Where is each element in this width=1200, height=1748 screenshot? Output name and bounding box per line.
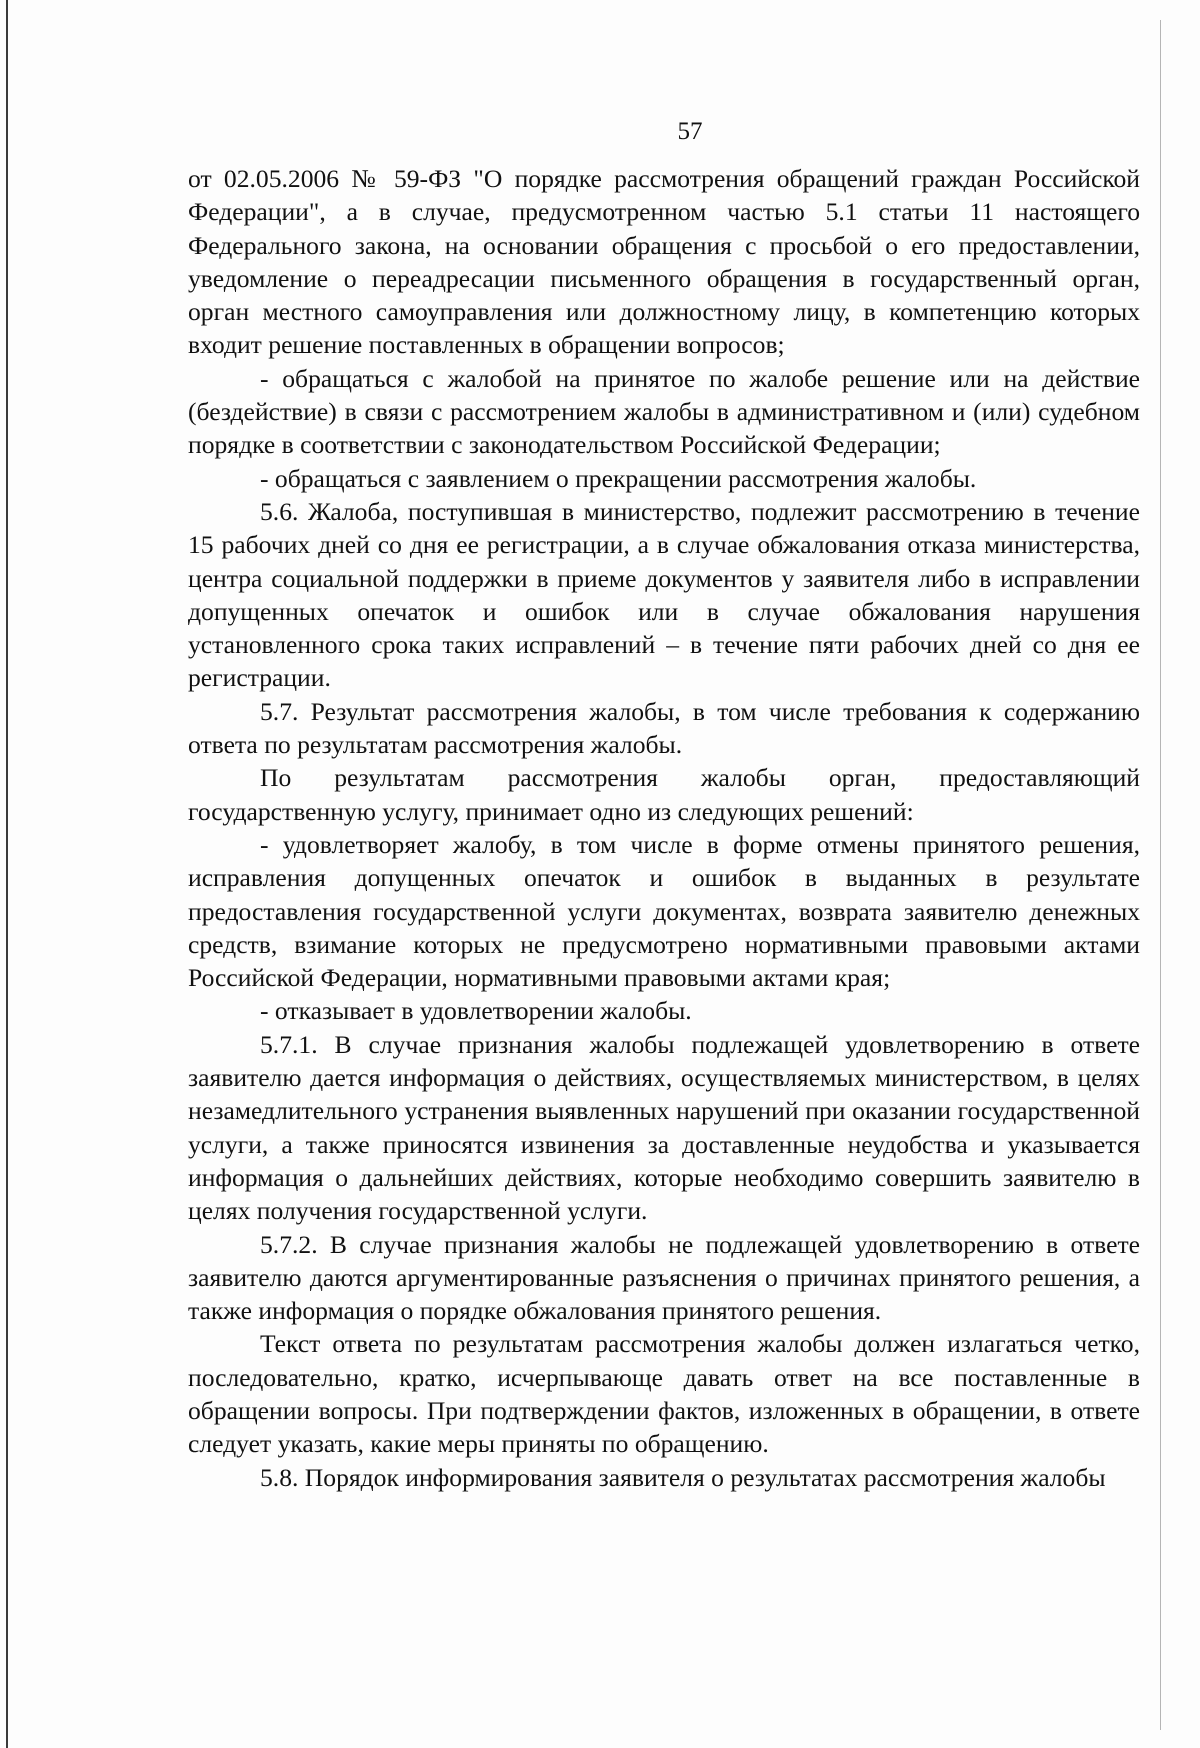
document-body <box>188 162 1140 1494</box>
paragraph: По результатам рассмотрения жалобы орган, предоставляющий государственную услугу, принимает одно из следующих решений: <box>188 763 1140 826</box>
scan-left-edge <box>6 0 8 1748</box>
paragraph: 5.7. Результат рассмотрения жалобы, в том числе требования к содержанию ответа по результатам рассмотрения жалобы. <box>188 696 1140 760</box>
paragraph: - обращаться с заявлением о прекращении рассмотрения жалобы. <box>260 463 977 493</box>
paragraph: 5.7.1. В случае признания жалобы подлежащей удовлетворению в ответе заявителю дается информация о действиях, осуществляемых министерством, в целях незамедлительного устранения выявленных нарушений при оказании государственной услуги, а также приносятся извинения за доставленные неудобства и указывается информация о дальнейших действиях, которые необходимо совершить заявителю в целях получения государственной услуги. <box>188 1029 1140 1226</box>
paragraph: Текст ответа по результатам рассмотрения жалобы должен излагаться четко, последовательно, кратко, исчерпывающе давать ответ на все поставленные в обращении вопросы. При подтверждении фактов, изложенных в обращении, в ответе следует указать, какие меры приняты по обращению. <box>188 1329 1140 1459</box>
paragraph: - обращаться с жалобой на принятое по жалобе решение или на действие (бездействие) в связи с рассмотрением жалобы в административном и (или) судебном порядке в соответствии с законодательством Российской Федерации; <box>188 363 1140 460</box>
scan-right-edge <box>1160 20 1161 1730</box>
paragraph: 5.8. Порядок информирования заявителя о результатах рассмотрения жалобы <box>260 1462 1106 1492</box>
page-number: 57 <box>677 118 703 145</box>
paragraph: 5.7.2. В случае признания жалобы не подлежащей удовлетворению в ответе заявителю даются аргументированные разъяснения о причинах принятого решения, а также информация о порядке обжалования принятого решения. <box>188 1229 1140 1326</box>
paragraph: - отказывает в удовлетворении жалобы. <box>260 996 692 1026</box>
paragraph: - удовлетворяет жалобу, в том числе в форме отмены принятого решения, исправления допущенных опечаток и ошибок в выданных в результате предоставления государственной услуги документах, возврата заявителю денежных средств, взимание которых не предусмотрено нормативными правовыми актами Российской Федерации, нормативными правовыми актами края; <box>188 829 1140 993</box>
paragraph: от 02.05.2006 № 59-ФЗ "О порядке рассмотрения обращений граждан Российской Федерации", а в случае, предусмотренном частью 5.1 статьи 11 настоящего Федерального закона, на основании обращения с просьбой о его предоставлении, уведомление о переадресации письменного обращения в государственный орган, орган местного самоуправления или должностному лицу, в компетенцию которых входит решение поставленных в обращении вопросов; <box>188 164 1140 360</box>
paragraph: 5.6. Жалоба, поступившая в министерство, подлежит рассмотрению в течение 15 рабочих дней со дня ее регистрации, а в случае обжалования отказа министерства, центра социальной поддержки в приеме документов у заявителя либо в исправлении допущенных опечаток и ошибок или в случае обжалования нарушения установленного срока таких исправлений – в течение пяти рабочих дней со дня ее регистрации. <box>188 496 1140 693</box>
